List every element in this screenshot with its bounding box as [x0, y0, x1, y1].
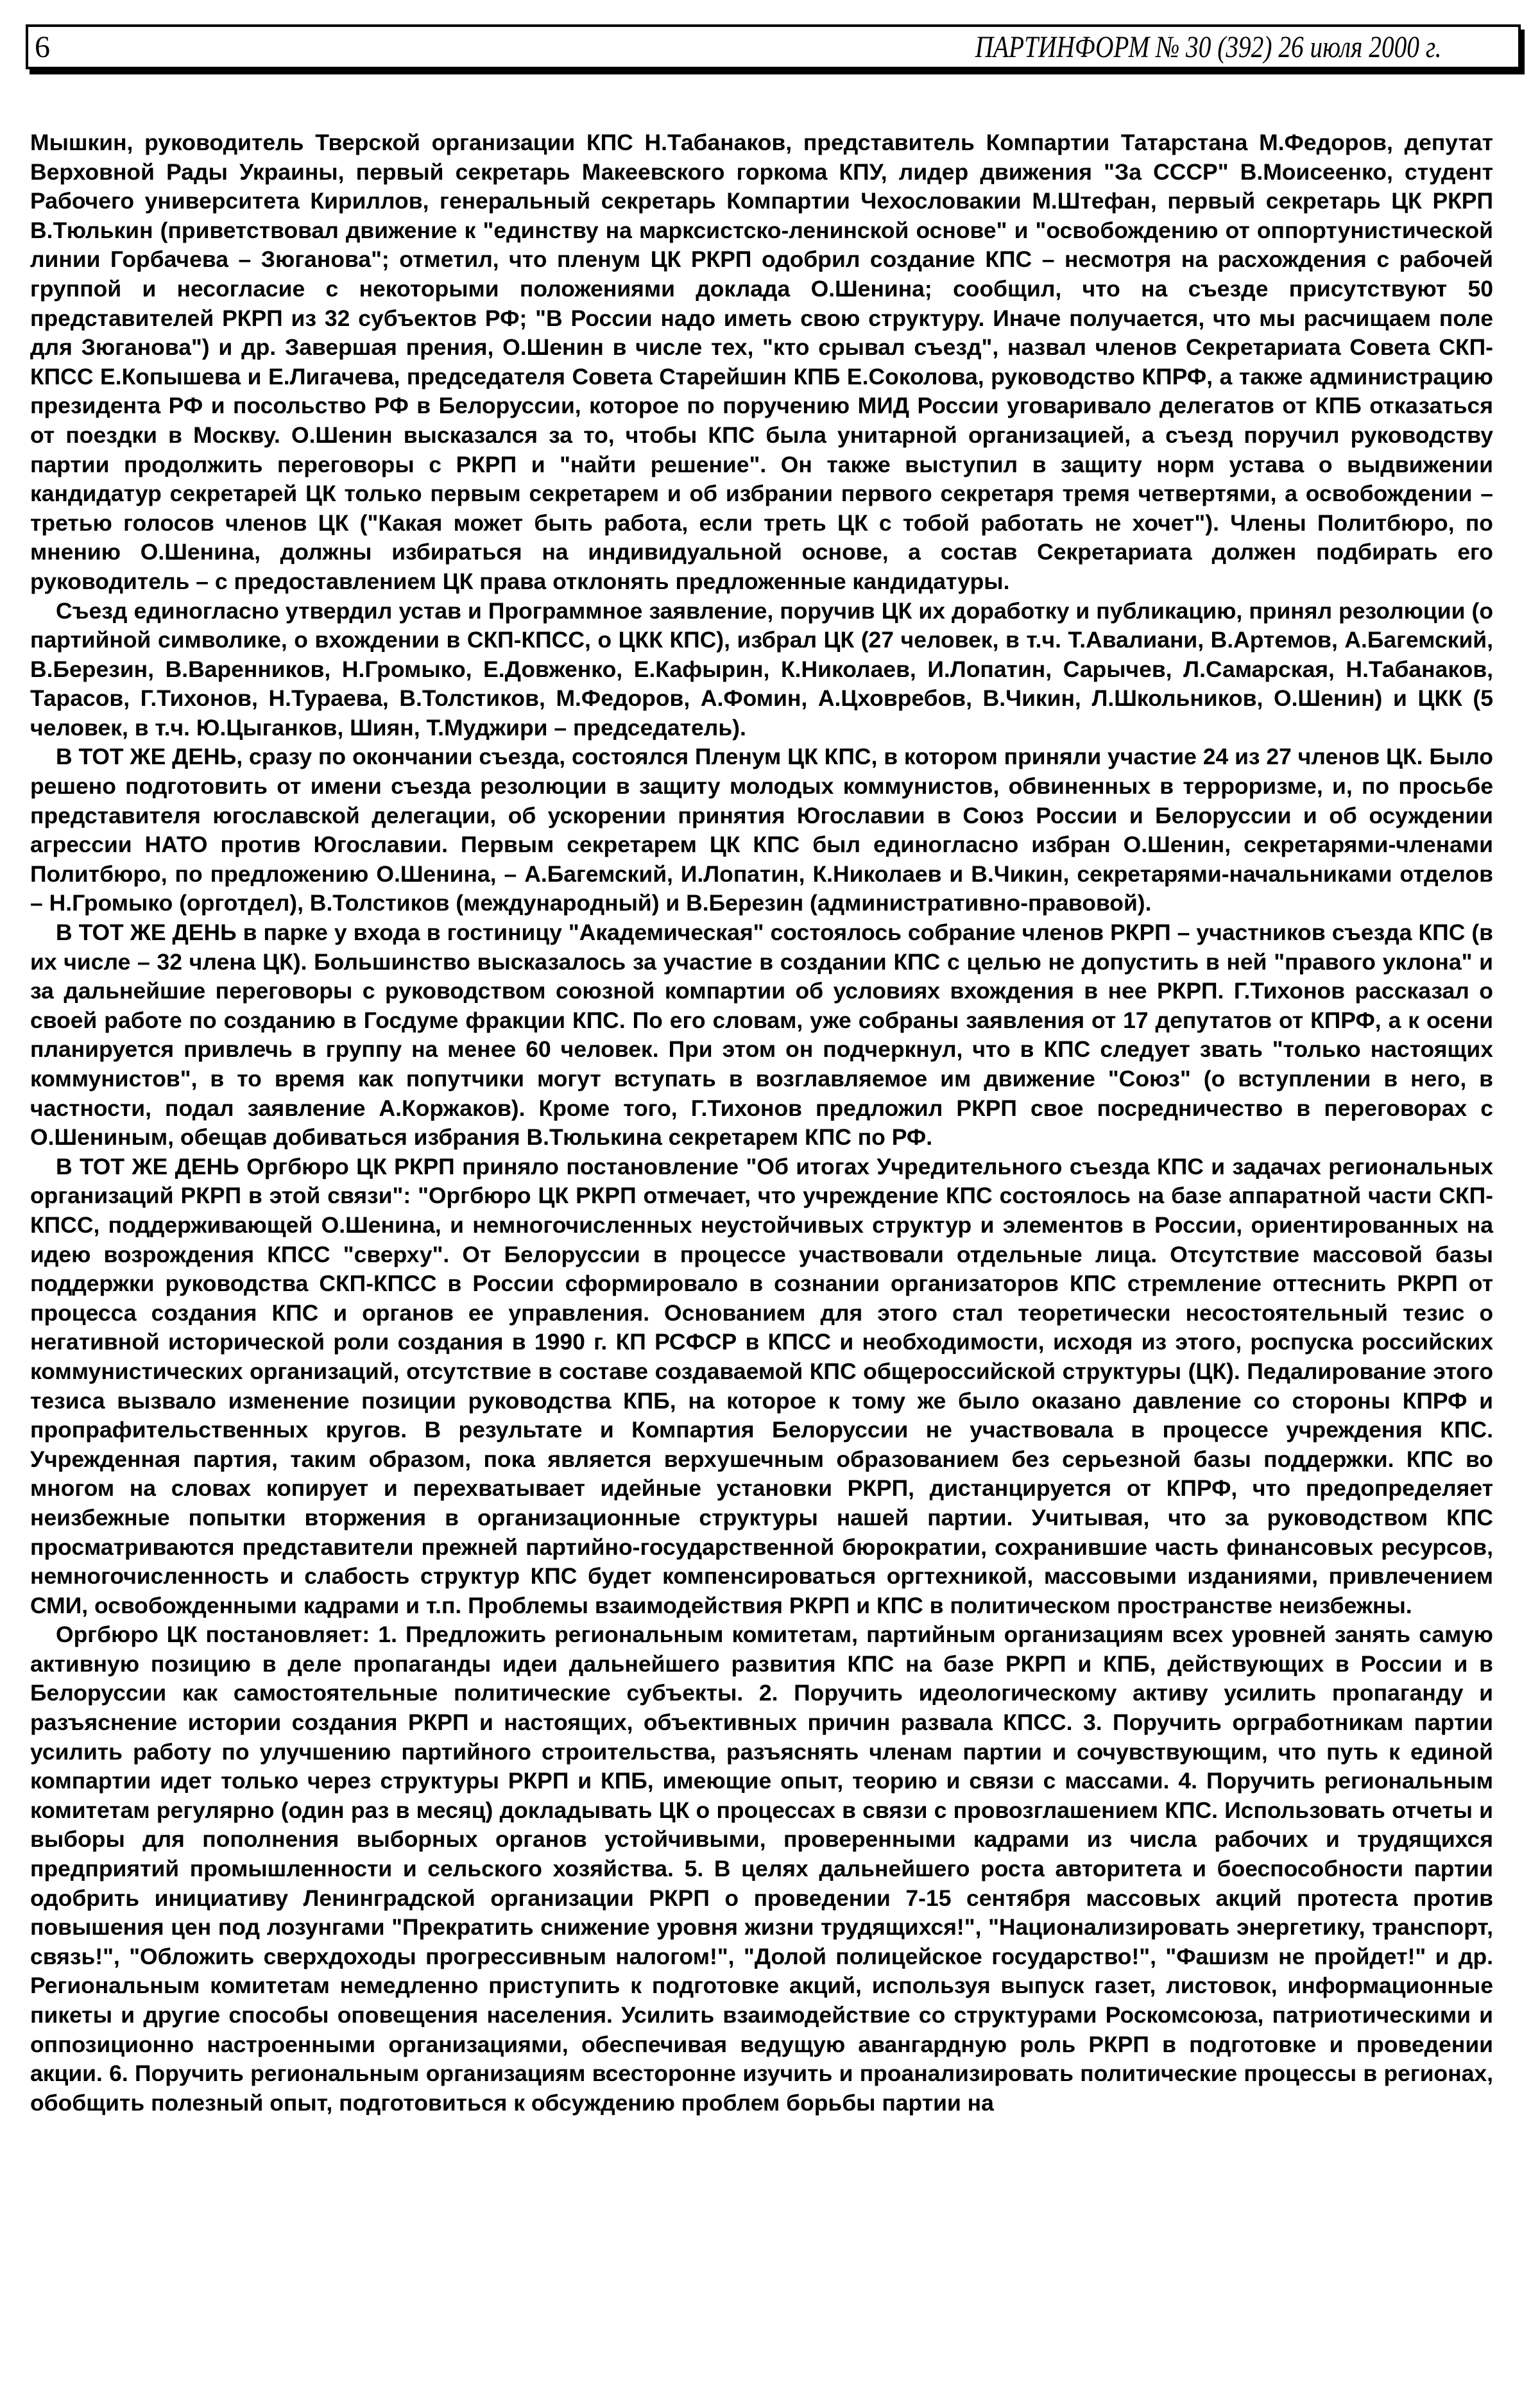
article-paragraph: В ТОТ ЖЕ ДЕНЬ в парке у входа в гостиницу "Академическая" состоялось собрание членов РКРП – участников съезда КПС (в их числе – 32 члена ЦК). Большинство высказалось за участие в создании КПС с целью не допустить в ней "правого уклона" и за дальнейшие переговоры с руководством союзной компартии об условиях вхождения в нее РКРП. Г.Тихонов рассказал о своей работе по созданию в Госдуме фракции КПС. По его словам, уже собраны заявления от 17 депутатов от КПРФ, а к осени планируется привлечь в группу на менее 60 человек. При этом он подчеркнул, что в КПС следует звать "только настоящих коммунистов", в то время как попутчики могут вступать в возглавляемое им движение "Союз" (о вступлении в него, в частности, подал заявление А.Коржаков). Кроме того, Г.Тихонов предложил РКРП свое посредничество в переговорах с О.Шениным, обещав добиваться избрания В.Тюлькина секретарем КПС по РФ.	[30, 920, 1493, 1151]
newspaper-masthead: ПАРТИНФОРМ № 30 (392) 26 июля 2000 г.	[975, 30, 1441, 64]
article-paragraph: Съезд единогласно утвердил устав и Программное заявление, поручив ЦК их доработку и публикацию, принял резолюции (о партийной символике, о вхождении в СКП-КПСС, о ЦКК КПС), избрал ЦК (27 человек, в т.ч. Т.Авалиани, В.Артемов, А.Багемский, В.Березин, В.Варенников, Н.Громыко, Е.Довженко, Е.Кафырин, К.Николаев, И.Лопатин, Сарычев, Л.Самарская, Н.Табанаков, Тарасов, Г.Тихонов, Н.Тураева, В.Толстиков, М.Федоров, А.Фомин, А.Цховребов, В.Чикин, Л.Школьников, О.Шенин) и ЦКК (5 человек, в т.ч. Ю.Цыганков, Шиян, Т.Муджири – председатель).	[30, 597, 1493, 741]
article-paragraph: Оргбюро ЦК постановляет: 1. Предложить региональным комитетам, партийным организациям всех уровней занять самую активную позицию в деле пропаганды идеи дальнейшего развития КПС на базе РКРП и КПБ, действующих в России и в Белоруссии как самостоятельные политические субъекты. 2. Поручить идеологическому активу усилить пропаганду и разъяснение истории создания РКРП и настоящих, объективных причин развала КПСС. 3. Поручить оргработникам партии усилить работу по улучшению партийного строительства, разъяснять членам партии и сочувствующим, что путь к единой компартии идет только через структуры РКРП и КПБ, имеющие опыт, теорию и связи с массами. 4. Поручить региональным комитетам регулярно (один раз в месяц) докладывать ЦК о процессах в связи с провозглашением КПС. Использовать отчеты и выборы для пополнения выборных органов устойчивыми, проверенными кадрами из числа рабочих и трудящихся предприятий промышленности и сельского хозяйства. 5. В целях дальнейшего роста авторитета и боеспособности партии одобрить инициативу Ленинградской организации РКРП о проведении 7-15 сентября массовых акций протеста против повышения цен под лозунгами "Прекратить снижение уровня жизни трудящихся!", "Национализировать энергетику, транспорт, связь!", "Обложить сверхдоходы прогрессивным налогом!", "Долой полицейское государство!", "Фашизм не пройдет!" и др. Региональным комитетам немедленно приступить к подготовке акций, используя выпуск газет, листовок, информационные пикеты и другие способы оповещения населения. Усилить взаимодействие со структурами Роскомсоюза, патриотическими и оппозиционно настроенными организациями, обеспечивая ведущую авангардную роль РКРП в подготовке и проведении акции. 6. Поручить региональным организациям всесторонне изучить и проанализировать политические процессы в регионах, обобщить полезный опыт, подготовиться к обсуждению проблем борьбы партии на	[30, 1622, 1493, 2116]
page-header	[26, 24, 1521, 69]
page-number: 6	[35, 30, 50, 64]
article-paragraph: Мышкин, руководитель Тверской организации КПС Н.Табанаков, представитель Компартии Татарстана М.Федоров, депутат Верховной Рады Украины, первый секретарь Макеевского горкома КПУ, лидер движения "За СССР" В.Моисеенко, студент Рабочего университета Кириллов, генеральный секретарь Компартии Чехословакии М.Штефан, первый секретарь ЦК РКРП В.Тюлькин (приветствовал движение к "единству на марксистско-ленинской основе" и "освобождению от оппортунистической линии Горбачева – Зюганова"; отметил, что пленум ЦК РКРП одобрил создание КПС – несмотря на расхождения с рабочей группой и несогласие с некоторыми положениями доклада О.Шенина; сообщил, что на съезде присутствуют 50 представителей РКРП из 32 субъектов РФ; "В России надо иметь свою структуру. Иначе получается, что мы расчищаем поле для Зюганова") и др. Завершая прения, О.Шенин в числе тех, "кто срывал съезд", назвал членов Секретариата Совета СКП-КПСС Е.Копышева и Е.Лигачева, председателя Совета Старейшин КПБ Е.Соколова, руководство КПРФ, а также администрацию президента РФ и посольство РФ в Белоруссии, которое по поручению МИД России уговаривало делегатов от КПБ отказаться от поездки в Москву. О.Шенин высказался за то, чтобы КПС была унитарной организацией, а съезд поручил руководству партии продолжить переговоры с РКРП и "найти решение". Он также выступил в защиту норм устава о выдвижении кандидатур секретарей ЦК только первым секретарем и об избрании первого секретаря тремя четвертями, а освобождении – третью голосов членов ЦК ("Какая может быть работа, если треть ЦК с тобой работать не хочет"). Члены Политбюро, по мнению О.Шенина, должны избираться на индивидуальной основе, а состав Секретариата должен подбирать его руководитель – с предоставлением ЦК права отклонять предложенные кандидатуры.	[30, 130, 1493, 594]
article-paragraph: В ТОТ ЖЕ ДЕНЬ Оргбюро ЦК РКРП приняло постановление "Об итогах Учредительного съезда КПС и задачах региональных организаций РКРП в этой связи": "Оргбюро ЦК РКРП отмечает, что учреждение КПС состоялось на базе аппаратной части СКП-КПСС, поддерживающей О.Шенина, и немногочисленных неустойчивых структур и элементов в России, ориентированных на идею возрождения КПСС "сверху". От Белоруссии в процессе участвовали отдельные лица. Отсутствие массовой базы поддержки руководства СКП-КПСС в России сформировало в сознании организаторов КПС стремление оттеснить РКРП от процесса создания КПС и органов ее управления. Основанием для этого стал теоретически несостоятельный тезис о негативной исторической роли создания в 1990 г. КП РСФСР в КПСС и необходимости, исходя из этого, роспуска российских коммунистических организаций, отсутствие в составе создаваемой КПС общероссийской структуры (ЦК). Педалирование этого тезиса вызвало изменение позиции руководства КПБ, на которое к тому же было оказано давление со стороны КПРФ и пропрафительственных кругов. В результате и Компартия Белоруссии не участвовала в процессе учреждения КПС. Учрежденная партия, таким образом, пока является верхушечным образованием без серьезной базы поддержки. КПС во многом на словах копирует и перехватывает идейные установки РКРП, дистанцируется от КПРФ, что предопределяет неизбежные попытки вторжения в организационные структуры нашей партии. Учитывая, что за руководством КПС просматриваются представители прежней партийно-государственной бюрократии, сохранившие часть финансовых ресурсов, немногочисленность и слабость структур КПС будет компенсироваться оргтехникой, массовыми изданиями, привлечением СМИ, освобожденными кадрами и т.п. Проблемы взаимодействия РКРП и КПС в политическом пространстве неизбежны.	[30, 1153, 1493, 1618]
article-paragraph: В ТОТ ЖЕ ДЕНЬ, сразу по окончании съезда, состоялся Пленум ЦК КПС, в котором приняли участие 24 из 27 членов ЦК. Было решено подготовить от имени съезда резолюции в защиту молодых коммунистов, обвиненных в терроризме, и, по просьбе представителя югославской делегации, об ускорении принятия Югославии в Союз России и Белоруссии и об осуждении агрессии НАТО против Югославии. Первым секретарем ЦК КПС был единогласно избран О.Шенин, секретарями-членами Политбюро, по предложению О.Шенина, – А.Багемский, И.Лопатин, К.Николаев и В.Чикин, секретарями-начальниками отделов – Н.Громыко (орготдел), В.Толстиков (международный) и В.Березин (административно-правовой).	[30, 744, 1493, 916]
article-body	[30, 128, 1493, 2118]
